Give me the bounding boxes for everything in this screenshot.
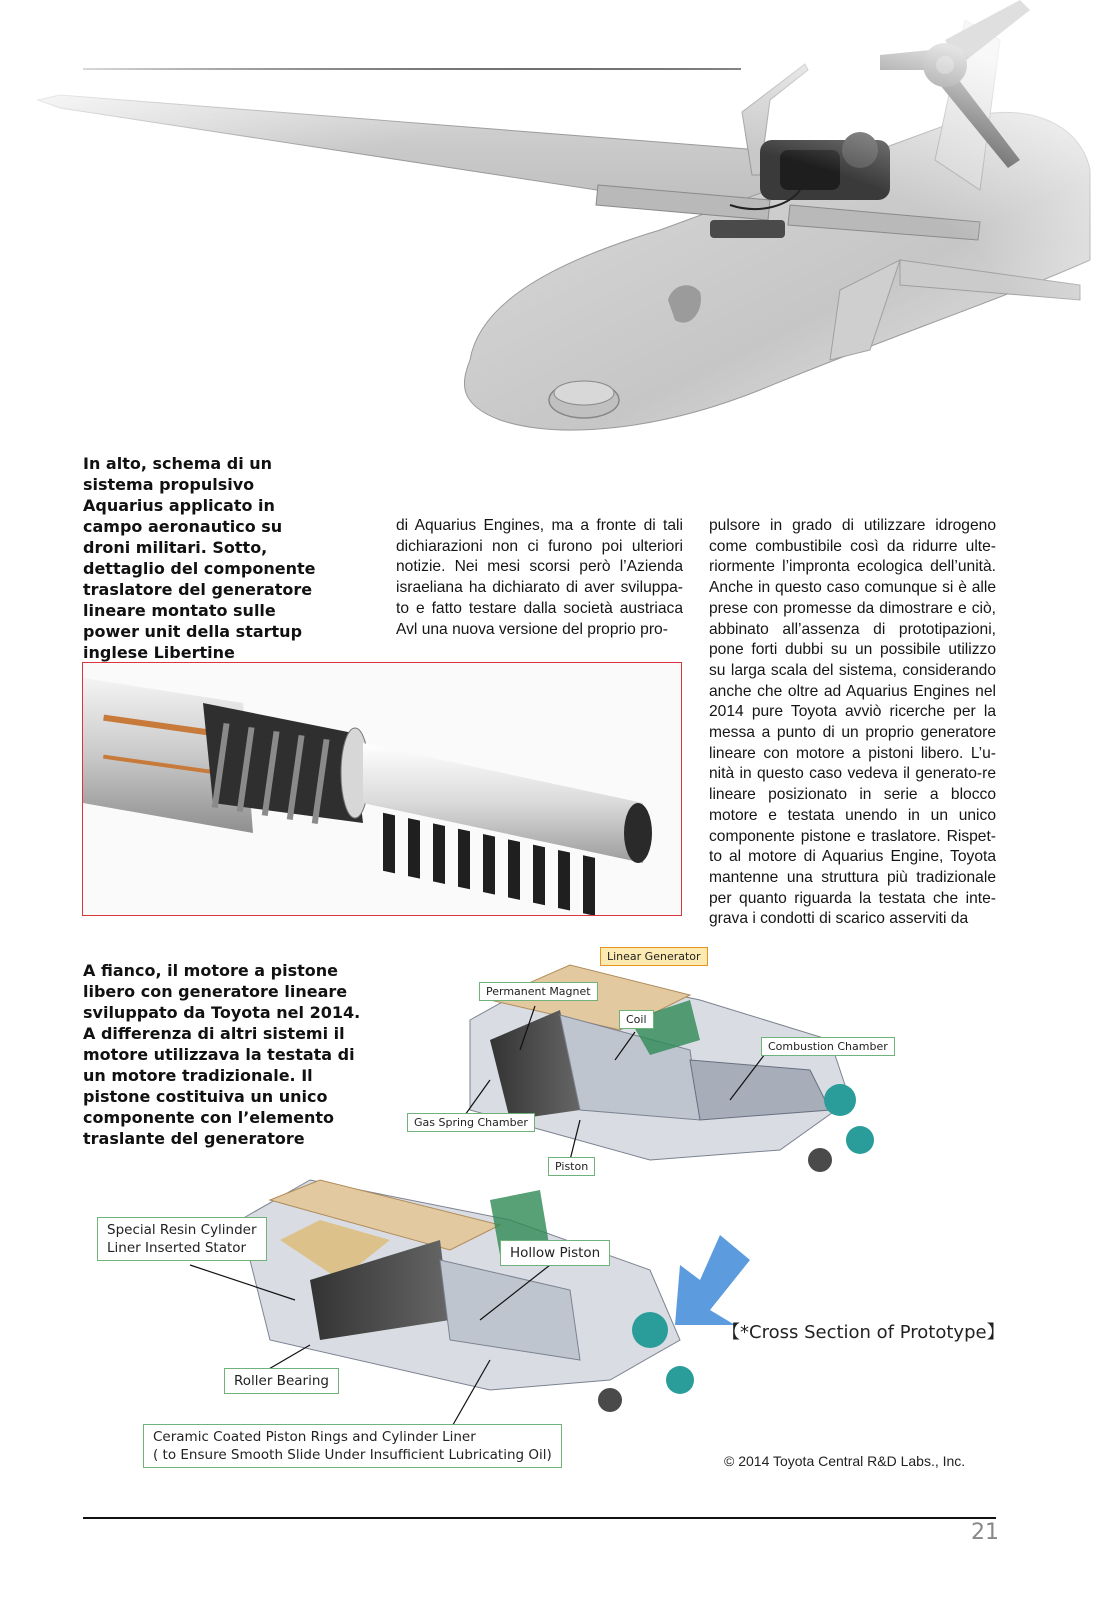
caption-bottom: A fianco, il motore a pistone libero con generatore lineare sviluppato da Toyota nel 2014. A differenza di altri sistemi il motore utilizzava la testata di un motore tradizionale. Il pistone costituiva un unico componente con l’elemento traslante del generatore	[83, 961, 361, 1148]
label-hollow-piston: Hollow Piston	[500, 1240, 610, 1266]
label-special-resin-line1: Special Resin Cylinder	[107, 1222, 257, 1238]
label-special-resin	[97, 1217, 267, 1261]
translator-photo	[82, 662, 682, 916]
label-ceramic-line1: Ceramic Coated Piston Rings and Cylinder Liner	[153, 1429, 476, 1445]
label-ceramic-coated	[143, 1424, 562, 1468]
label-gas-spring-chamber: Gas Spring Chamber	[407, 1113, 535, 1132]
label-linear-generator: Linear Generator	[600, 947, 708, 966]
bottom-rule	[83, 1517, 996, 1519]
copyright-text: © 2014 Toyota Central R&D Labs., Inc.	[724, 1453, 966, 1469]
page-number: 21	[971, 1520, 999, 1545]
caption-top: In alto, schema di un sistema propulsivo Aquarius applicato in campo aeronautico su droni militari. Sotto, dettaglio del componente traslatore del generatore lineare montato sulle power unit della startup inglese Libertine	[83, 454, 316, 662]
label-piston: Piston	[548, 1157, 595, 1176]
toyota-cross-section-diagram	[90, 940, 1080, 1480]
label-roller-bearing: Roller Bearing	[224, 1368, 339, 1394]
diagram-svg	[90, 940, 1080, 1480]
label-combustion-chamber: Combustion Chamber	[761, 1037, 895, 1056]
label-coil: Coil	[619, 1010, 654, 1029]
translator-svg	[83, 663, 681, 915]
drone-svg	[0, 0, 1100, 470]
drone-illustration	[0, 0, 1100, 470]
label-ceramic-line2: ( to Ensure Smooth Slide Under Insufficient Lubricating Oil)	[153, 1447, 552, 1463]
label-permanent-magnet: Permanent Magnet	[479, 982, 598, 1001]
label-special-resin-line2: Liner Inserted Stator	[107, 1240, 247, 1256]
body-column-middle: di Aquarius Engines, ma a fronte di tali dichiarazioni non ci furono poi ulteriori notizie. Nei mesi scorsi però l’Azienda israeliana ha dichiarato di aver sviluppa-to e fatto testare dalla società austriaca Avl una nuova versione del proprio pro-	[396, 517, 683, 638]
body-column-right: pulsore in grado di utilizzare idrogeno come combustibile così da ridurre ulte-riormente l’impronta ecologica dell’unità. Anche in questo caso comunque si è alle prese con promesse da dimostrare e ciò, abbinato all’assenza di prototipazioni, pone forti dubbi su un possibile utilizzo su larga scala del sistema, considerando anche che oltre ad Aquarius Engines nel 2014 pure Toyota avviò ricerche per la messa a punto di un proprio generatore lineare con motore a pistoni libero. L’u-nità in questo caso vedeva il generato-re lineare posizionato in serie a blocco motore e testata unendo in un unico componente pistone e traslatore. Rispet-to al motore di Aquarius Engine, Toyota mantenne una struttura più tradizionale per quanto riguarda la testata che inte-grava i condotti di scarico asserviti da	[709, 517, 996, 928]
cross-section-caption: 【*Cross Section of Prototype】	[722, 1322, 1005, 1343]
